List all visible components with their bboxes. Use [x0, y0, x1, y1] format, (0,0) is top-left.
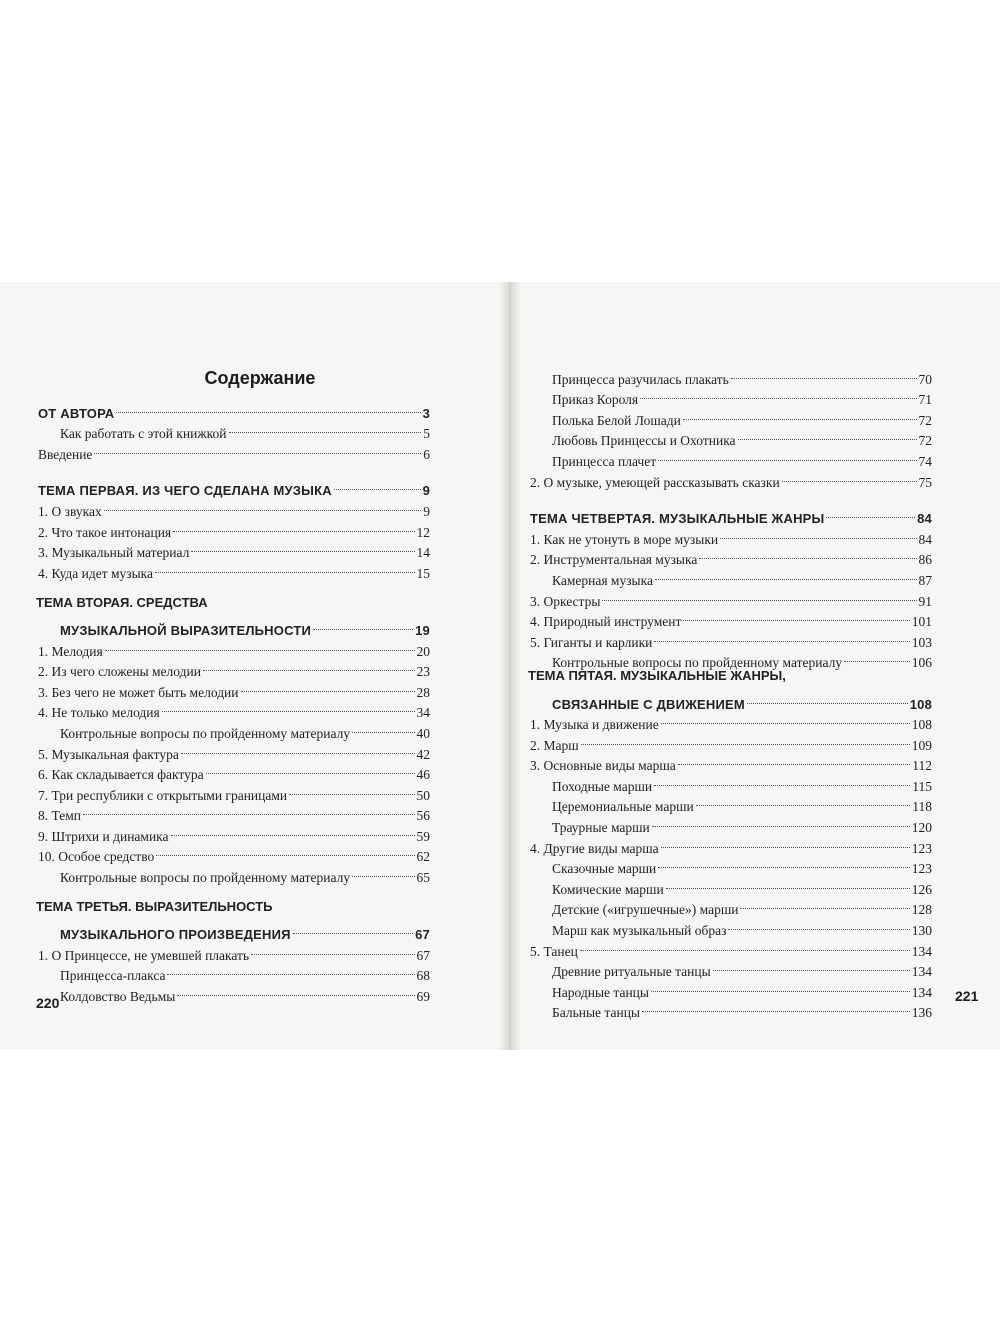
dot-leader [661, 826, 910, 848]
dot-leader [181, 732, 415, 754]
toc-entry-page: 134 [911, 984, 932, 1000]
toc-entry-label: Принцесса-плакса [60, 968, 166, 984]
toc-entry-page: 12 [416, 524, 430, 540]
toc-section-heading: ТЕМА ТРЕТЬЯ. ВЫРАЗИТЕЛЬНОСТЬ [36, 899, 273, 915]
toc-entry-label: 2. Марш [530, 737, 579, 753]
toc-entry-page: 108 [911, 717, 932, 733]
toc-entry-label: 4. Другие виды марша [530, 840, 659, 856]
dot-leader [658, 847, 909, 869]
dot-leader [696, 785, 911, 807]
toc-entry-label: Траурные марши [552, 820, 650, 836]
toc-entry-label: 5. Музыкальная фактура [38, 746, 179, 762]
toc-entry-label: 1. О звуках [38, 503, 102, 519]
toc-entry-label: Древние ритуальные танцы [552, 964, 711, 980]
toc-entry-page: 72 [918, 412, 932, 428]
dot-leader [655, 558, 917, 580]
dot-leader [94, 432, 421, 454]
toc-entry-label: 1. Музыка и движение [530, 717, 659, 733]
toc-entry-label: 5. Танец [530, 943, 578, 959]
dot-leader [738, 419, 917, 441]
toc-entry [36, 437, 430, 462]
toc-entry-page: 19 [415, 622, 430, 638]
toc-entry-page: 134 [911, 943, 932, 959]
dot-leader [162, 691, 415, 713]
toc-entry-page: 86 [918, 552, 932, 568]
dot-leader [728, 908, 909, 930]
dot-leader [167, 954, 414, 976]
toc-entry-label: Контрольные вопросы по пройденному материалу [60, 725, 351, 741]
toc-entry-page: 67 [415, 927, 430, 943]
toc-entry-page: 14 [416, 545, 430, 561]
toc-entry-page: 3 [422, 405, 430, 421]
toc-entry-label: 3. Оркестры [530, 593, 601, 609]
toc-entry-label: 2. О музыке, умеющей рассказывать сказки [530, 474, 780, 490]
dot-leader [640, 378, 916, 400]
dot-leader [203, 650, 415, 672]
book-gutter [500, 282, 520, 1050]
toc-section-heading: ТЕМА ПЯТАЯ. МУЗЫКАЛЬНЫЕ ЖАНРЫ, [528, 668, 786, 684]
toc-entry-page: 42 [416, 746, 430, 762]
toc-entry-label: 6. Как складывается фактура [38, 767, 204, 783]
toc-entry-label: ТЕМА ПЕРВАЯ. ИЗ ЧЕГО СДЕЛАНА МУЗЫКА [38, 483, 332, 499]
toc-right-column [528, 362, 932, 1021]
toc-entry-page: 128 [911, 902, 932, 918]
toc-entry-page: 75 [918, 474, 932, 490]
dot-leader [654, 620, 909, 642]
toc-entry-page: 68 [416, 968, 430, 984]
toc-entry-page: 46 [416, 767, 430, 783]
toc-entry-label: 10. Особое средство [38, 849, 155, 865]
toc-entry-page: 74 [918, 453, 932, 469]
dot-leader [740, 888, 909, 910]
toc-entry-label: МУЗЫКАЛЬНОГО ПРОИЗВЕДЕНИЯ [60, 927, 291, 943]
dot-leader [731, 357, 917, 379]
dot-leader [683, 600, 909, 622]
toc-entry-page: 20 [416, 643, 430, 659]
dot-leader [293, 913, 413, 935]
toc-entry-label: ОТ АВТОРА [38, 405, 115, 421]
dot-leader [116, 391, 420, 413]
toc-entry-page: 9 [423, 503, 430, 519]
toc-entry-label: 4. Куда идет музыка [38, 565, 154, 581]
toc-entry-page: 50 [416, 787, 430, 803]
dot-leader [352, 711, 414, 733]
toc-entry-page: 40 [416, 725, 430, 741]
toc-entry-label: Детские («игрушечные») марши [552, 902, 739, 918]
dot-leader [206, 753, 415, 775]
toc-entry-label: Принцесса разучилась плакать [552, 371, 729, 387]
dot-leader [104, 489, 422, 511]
toc-entry-label: Колдовство Ведьмы [60, 989, 176, 1005]
toc-entry-page: 34 [416, 705, 430, 721]
contents-title: Содержание [204, 368, 316, 388]
dot-leader [683, 398, 917, 420]
toc-entry-page: 91 [918, 593, 932, 609]
toc-entry-page: 15 [416, 565, 430, 581]
toc-entry-label: 5. Гиганты и карлики [530, 634, 653, 650]
dot-leader [229, 412, 422, 434]
dot-leader [334, 469, 421, 491]
toc-entry-page: 67 [416, 947, 430, 963]
toc-entry-label: СВЯЗАННЫЕ С ДВИЖЕНИЕМ [552, 696, 745, 712]
toc-entry-label: 1. Мелодия [38, 643, 103, 659]
dot-leader [313, 608, 413, 630]
toc-entry-label: 3. Основные виды марша [530, 758, 676, 774]
toc-entry-page: 9 [422, 483, 430, 499]
toc-entry-label: Комические марши [552, 881, 664, 897]
toc-entry-page: 56 [416, 808, 430, 824]
toc-entry-label: Церемониальные марши [552, 799, 694, 815]
dot-leader [720, 517, 916, 539]
toc-entry-page: 101 [911, 614, 932, 630]
toc-entry-label: Как работать с этой книжкой [60, 426, 227, 442]
dot-leader [156, 835, 414, 857]
dot-leader [699, 538, 916, 560]
toc-entry-page: 59 [416, 828, 430, 844]
dot-leader [173, 510, 414, 532]
dot-leader [251, 933, 414, 955]
toc-entry-label: Контрольные вопросы по пройденному материалу [552, 655, 843, 671]
toc-entry-label: Полька Белой Лошади [552, 412, 681, 428]
toc-entry-page: 112 [912, 758, 932, 774]
toc-entry-page: 69 [416, 989, 430, 1005]
dot-leader [289, 773, 414, 795]
toc-entry-label: 3. Музыкальный материал [38, 545, 190, 561]
dot-leader [713, 950, 910, 972]
toc-entry-page: 123 [911, 840, 932, 856]
dot-leader [602, 579, 916, 601]
dot-leader [241, 670, 415, 692]
toc-entry-page: 109 [911, 737, 932, 753]
toc-entry-label: 2. Что такое интонация [38, 524, 172, 540]
dot-leader [826, 497, 915, 519]
dot-leader [658, 439, 916, 461]
dot-leader [678, 744, 911, 766]
dot-leader [191, 531, 414, 553]
dot-leader [642, 991, 910, 1013]
toc-entry-page: 5 [423, 426, 430, 442]
toc-entry-label: 2. Инструментальная музыка [530, 552, 698, 568]
toc-entry-label: Любовь Принцессы и Охотника [552, 433, 736, 449]
toc-entry-page: 120 [911, 820, 932, 836]
toc-entry-page: 84 [917, 511, 932, 527]
toc-entry-label: Камерная музыка [552, 572, 653, 588]
toc-entry-page: 118 [912, 799, 932, 815]
toc-entry-page: 103 [911, 634, 932, 650]
toc-entry-label: 7. Три республики с открытыми границами [38, 787, 288, 803]
dot-leader [177, 974, 414, 996]
toc-entry-page: 62 [416, 849, 430, 865]
toc-entry-page: 28 [416, 684, 430, 700]
toc-entry-label: ТЕМА ЧЕТВЕРТАЯ. МУЗЫКАЛЬНЫЕ ЖАНРЫ [530, 511, 825, 527]
toc-entry-page: 130 [911, 923, 932, 939]
dot-leader [661, 703, 910, 725]
toc-entry-page: 136 [911, 1005, 932, 1021]
toc-entry-label: 9. Штрихи и динамика [38, 828, 169, 844]
left-page-number: 220 [36, 995, 60, 1011]
toc-entry-page: 123 [911, 861, 932, 877]
toc-entry-label: Контрольные вопросы по пройденному материалу [60, 870, 351, 886]
toc-entry-label: Бальные танцы [552, 1005, 640, 1021]
dot-leader [654, 764, 910, 786]
dot-leader [155, 551, 414, 573]
toc-entry-label: Народные танцы [552, 984, 649, 1000]
toc-entry-page: 6 [423, 446, 430, 462]
toc-section-heading: ТЕМА ВТОРАЯ. СРЕДСТВА [36, 594, 208, 610]
dot-leader [747, 682, 908, 704]
toc-entry-label: 3. Без чего не может быть мелодии [38, 684, 239, 700]
toc-entry-page: 70 [918, 371, 932, 387]
toc-entry-page: 23 [416, 664, 430, 680]
toc-entry-label: 4. Не только мелодия [38, 705, 160, 721]
toc-entry-page: 134 [911, 964, 932, 980]
toc-entry-label: 2. Из чего сложены мелодии [38, 664, 201, 680]
toc-entry-label: 8. Темп [38, 808, 81, 824]
toc-entry-page: 126 [911, 881, 932, 897]
toc-entry-label: Введение [38, 446, 93, 462]
toc-entry-page: 115 [912, 778, 932, 794]
dot-leader [83, 794, 415, 816]
dot-leader [581, 723, 910, 745]
dot-leader [580, 929, 910, 951]
toc-entry-label: МУЗЫКАЛЬНОЙ ВЫРАЗИТЕЛЬНОСТИ [60, 622, 312, 638]
toc-entry-page: 106 [911, 655, 932, 671]
dot-leader [782, 460, 917, 482]
toc-entry-label: Принцесса плачет [552, 453, 657, 469]
right-page-number: 221 [955, 988, 979, 1004]
dot-leader [105, 629, 415, 651]
toc-entry-label: 4. Природный инструмент [530, 614, 682, 630]
dot-leader [652, 805, 910, 827]
toc-entry-page: 65 [416, 870, 430, 886]
toc-entry-page: 72 [918, 433, 932, 449]
dot-leader [352, 855, 414, 877]
dot-leader [844, 641, 910, 663]
toc-entry-label: Походные марши [552, 778, 653, 794]
dot-leader [651, 970, 910, 992]
dot-leader [666, 867, 910, 889]
toc-entry-label: 1. Как не утонуть в море музыки [530, 531, 719, 547]
toc-entry-page: 84 [918, 531, 932, 547]
toc-entry-label: Приказ Короля [552, 392, 639, 408]
toc-entry-page: 71 [918, 392, 932, 408]
dot-leader [171, 814, 415, 836]
toc-entry-label: Марш как музыкальный образ [552, 923, 727, 939]
toc-entry-page: 108 [909, 696, 932, 712]
toc-entry-label: 1. О Принцессе, не умевшей плакать [38, 947, 250, 963]
toc-entry-page: 87 [918, 572, 932, 588]
toc-entry-label: Сказочные марши [552, 861, 657, 877]
